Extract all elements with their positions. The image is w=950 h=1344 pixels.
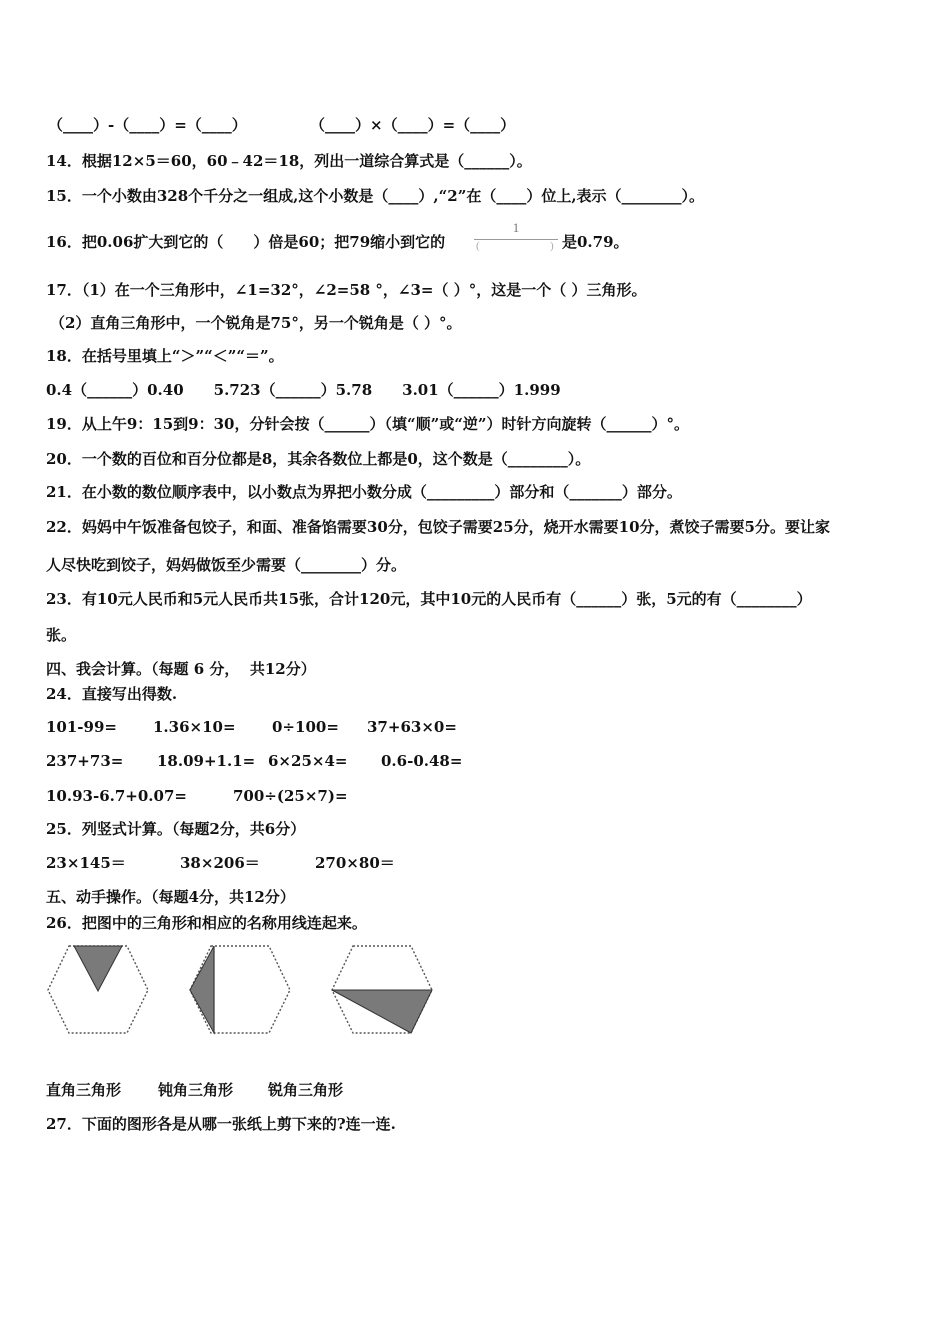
top-equation-multiplication: （____）×（____）=（____）	[310, 116, 516, 134]
question-19: 19．从上午9：15到9：30，分针会按（______）（填“顺”或“逆”）时针方向旋转（______）°。	[46, 415, 690, 433]
calc-item: 37+63×0=	[367, 718, 457, 736]
question-17-part-2: （2）直角三角形中，一个锐角是75°，另一个锐角是（ ）°。	[50, 314, 462, 332]
vertical-calc-item: 270×80＝	[315, 854, 395, 872]
calc-item: 10.93-6.7+0.07=	[46, 787, 187, 805]
calc-item: 700÷(25×7)=	[233, 787, 348, 805]
calc-item: 101-99=	[46, 718, 117, 736]
question-22-line-2: 人尽快吃到饺子，妈妈做饭至少需要（________）分。	[46, 556, 407, 574]
fraction-denominator	[474, 240, 558, 254]
section-4-heading: 四、我会计算。（每题 6 分， 共12分）	[46, 660, 316, 678]
fraction-left-paren: (	[476, 240, 480, 252]
vertical-calc-item: 23×145＝	[46, 854, 126, 872]
question-14: 14．根据12×5＝60，60﹣42＝18，列出一道综合算式是（______）。	[46, 152, 532, 170]
question-24: 24．直接写出得数.	[46, 685, 178, 703]
question-16-part-b: 是0.79。	[562, 233, 629, 251]
fraction-right-paren: )	[550, 240, 554, 252]
acute-triangle-shaded	[74, 946, 122, 991]
question-25: 25．列竖式计算。（每题2分，共6分）	[46, 820, 306, 838]
question-23-line-1: 23．有10元人民币和5元人民币共15张，合计120元，其中10元的人民币有（______）张，5元的有（________）	[46, 590, 812, 608]
question-23-line-2: 张。	[46, 626, 77, 644]
hexagon-figure-2	[186, 944, 294, 1036]
hexagon-figure-1	[44, 944, 152, 1036]
question-17-part-1: 17．（1）在一个三角形中，∠1=32°，∠2=58 °，∠3=（ ）°，这是一个（ ）三角形。	[46, 281, 647, 299]
question-16-part-a: 16．把0.06扩大到它的（ ）倍是60；把79缩小到它的	[46, 233, 446, 251]
question-15: 15．一个小数由328个千分之一组成,这个小数是（____）,“2”在（____）位上,表示（________）。	[46, 187, 705, 205]
fraction-numerator: 1	[512, 220, 520, 235]
question-22-line-1: 22．妈妈中午饭准备包饺子，和面、准备馅需要30分，包饺子需要25分，烧开水需要10分，煮饺子需要5分。要让家	[46, 518, 830, 536]
question-18: 18．在括号里填上“＞”“＜”“＝”。	[46, 347, 284, 365]
vertical-calc-item: 38×206＝	[180, 854, 260, 872]
question-18-items: 0.4（______）0.40 5.723（______）5.78 3.01（______）1.999	[46, 381, 561, 399]
calc-item: 0.6-0.48=	[381, 752, 463, 770]
top-equation-subtraction: （____）-（____）=（____）	[48, 116, 247, 134]
obtuse-triangle-shaded	[190, 946, 214, 1033]
calc-item: 6×25×4=	[268, 752, 348, 770]
question-21: 21．在小数的数位顺序表中，以小数点为界把小数分成（_________）部分和（_______）部分。	[46, 483, 682, 501]
question-16-fraction	[474, 220, 558, 256]
question-20: 20．一个数的百位和百分位都是8，其余各数位上都是0，这个数是（________）。	[46, 450, 591, 468]
question-26: 26．把图中的三角形和相应的名称用线连起来。	[46, 914, 367, 932]
triangle-label: 锐角三角形	[268, 1081, 344, 1099]
question-27: 27．下面的图形各是从哪一张纸上剪下来的?连一连.	[46, 1115, 396, 1133]
calc-item: 18.09+1.1=	[157, 752, 256, 770]
calc-item: 1.36×10=	[153, 718, 236, 736]
triangle-label: 钝角三角形	[158, 1081, 234, 1099]
triangle-label: 直角三角形	[46, 1081, 122, 1099]
hexagon-figure-3	[328, 944, 436, 1036]
calc-item: 0÷100=	[272, 718, 339, 736]
section-5-heading: 五、动手操作。（每题4分，共12分）	[46, 888, 295, 906]
calc-item: 237+73=	[46, 752, 124, 770]
right-triangle-shaded	[332, 990, 432, 1033]
